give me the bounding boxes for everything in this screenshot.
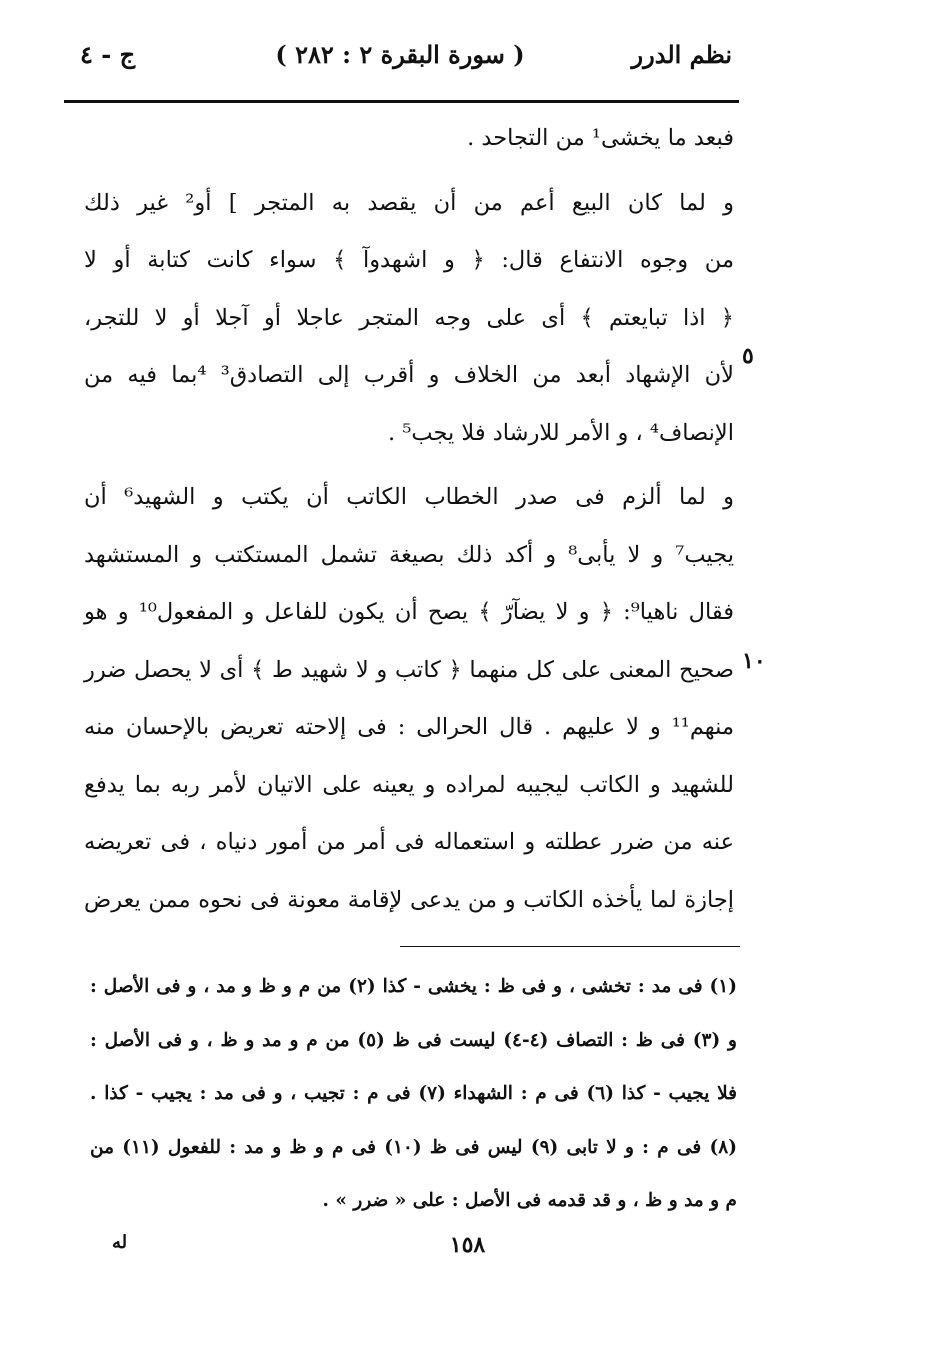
text-line: صحيح المعنى على كل منهما ﴿ كاتب و لا شهيد ط ﴾ أى لا يحصل ضرر <box>84 656 734 683</box>
text-line: إجازة لما يأخذه الكاتب و من يدعى لإقامة معونة فى نحوه ممن يعرض <box>84 886 734 913</box>
signature-mark: له <box>112 1232 128 1253</box>
header-rule <box>64 100 739 103</box>
footnote-line: فلا يجيب - كذا (٦) فى م : الشهداء (٧) فى م : تجيب ، و فى مد : يجيب - كذا . <box>90 1083 737 1104</box>
volume-label: ج - ٤ <box>80 40 136 69</box>
running-header <box>60 40 740 90</box>
footnote-line: و (٣) فى ظ : التصاف (٤-٤) ليست فى ظ (٥) من م و مد و ظ ، و فى الأصل : <box>90 1029 737 1051</box>
text-line: و لما ألزم فى صدر الخطاب الكاتب أن يكتب و الشهيد⁶ أن <box>84 484 734 510</box>
book-title: نظم الدرر <box>631 40 732 69</box>
page-footer <box>0 1232 935 1272</box>
footnote-line: (٨) فى م : و لا تابى (٩) ليس فى ظ (١٠) فى م و ظ و مد : للفعول (١١) من <box>90 1136 737 1158</box>
text-line: من وجوه الانتفاع قال: ﴿ و اشهدوآ ﴾ سواء كانت كتابة أو لا <box>84 247 734 273</box>
main-text <box>84 110 734 929</box>
footnotes <box>90 960 737 1228</box>
text-line: الإنصاف⁴ ، و الأمر للارشاد فلا يجب⁵ . <box>388 419 734 446</box>
footnote-line: (١) فى مد : تخشى ، و فى ظ : يخشى - كذا (٢) من م و ظ و مد ، و فى الأصل : <box>90 976 737 997</box>
text-line: فبعد ما يخشى¹ من التجاحد . <box>467 125 734 151</box>
text-line: فقال ناهيا⁹: ﴿ و لا يضآرّ ﴾ يصح أن يكون للفاعل و المفعول¹⁰ و هو <box>84 599 735 625</box>
page-number: ١٥٨ <box>449 1232 486 1258</box>
line-number-5: ٥ <box>742 343 754 369</box>
footnote-line: م و مد و ظ ، و قد قدمه فى الأصل : على « ضرر » . <box>322 1190 737 1211</box>
text-line: منهم¹¹ و لا عليهم . قال الحرالى : فى إلاحته تعريض بالإحسان منه <box>84 714 734 740</box>
line-number-10: ١٠ <box>742 648 766 674</box>
text-line: ﴿ اذا تبايعتم ﴾ أى على وجه المتجر عاجلا أو آجلا أو لا للتجر، <box>84 304 734 331</box>
text-line: يجيب⁷ و لا يأبى⁸ و أكد ذلك بصيغة تشمل المستكتب و المستشهد <box>84 541 734 568</box>
text-line: لأن الإشهاد أبعد من الخلاف و أقرب إلى التصادق³ ⁴بما فيه من <box>84 362 735 388</box>
text-line: عنه من ضرر عطلته و استعماله فى أمر من أمور دنياه ، فى تعريضه <box>84 829 734 855</box>
text-line: و لما كان البيع أعم من أن يقصد به المتجر ] أو² غير ذلك <box>84 189 734 216</box>
footnote-rule <box>400 946 740 947</box>
text-line: للشهيد و الكاتب ليجيبه لمراده و يعينه على الاتيان لأمر ربه بما يدفع <box>84 771 734 798</box>
surah-reference: ( سورة البقرة ٢ : ٢٨٢ ) <box>275 40 525 69</box>
